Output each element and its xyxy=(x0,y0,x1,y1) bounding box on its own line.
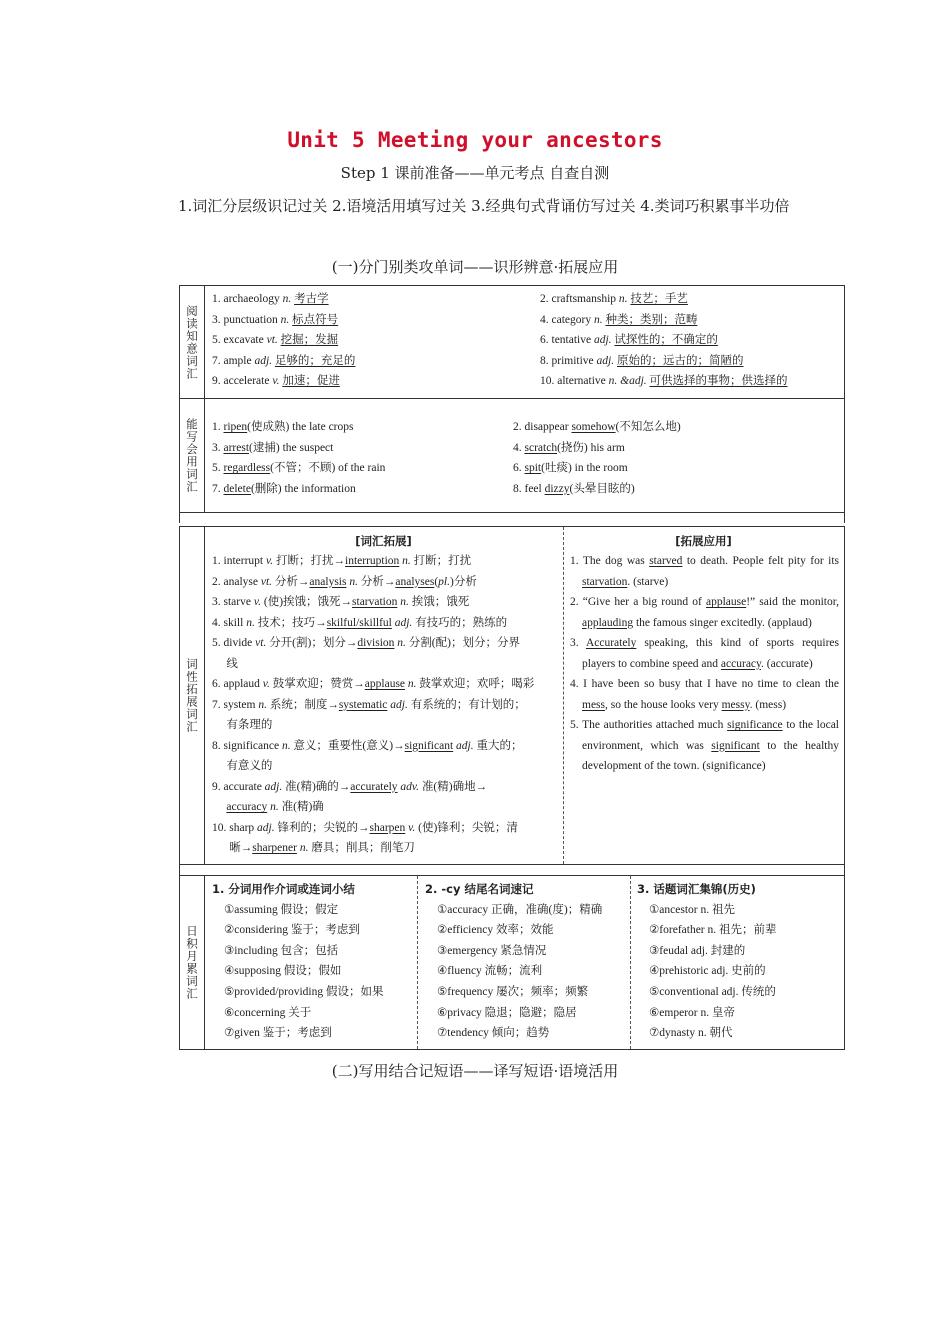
application-sentence xyxy=(570,551,839,592)
answer-word: messy xyxy=(721,698,750,711)
answer-word: accuracy xyxy=(226,801,268,813)
text-segment: 有条理的 xyxy=(212,719,273,731)
reading-word-item xyxy=(212,372,340,388)
answer-meaning: 加速；促进 xyxy=(282,375,340,387)
answer-meaning: 可供选择的事物；供选择的 xyxy=(649,375,788,387)
daily-word-item: ⑦tendency 倾向；趋势 xyxy=(437,1027,550,1040)
text-segment: 晰→ xyxy=(212,842,253,854)
daily-word-item: ⑥emperor n. 皇帝 xyxy=(649,1006,735,1019)
answer-word: applause xyxy=(705,596,747,608)
section-two-heading: (二)写用结合记短语——译写短语·语境活用 xyxy=(331,1062,619,1080)
writing-word-item xyxy=(212,480,356,496)
daily-col2-heading: 2. -cy 结尾名词速记 xyxy=(425,882,534,896)
answer-word: significant xyxy=(711,739,760,752)
daily-col2-items xyxy=(425,900,628,1044)
daily-col1-items xyxy=(212,900,415,1044)
reading-word-item xyxy=(540,311,697,327)
daily-word-item: ①accuracy 正确，准确(度)；精确 xyxy=(437,903,603,916)
extension-line xyxy=(212,696,526,712)
daily-word-item: ②efficiency 效率；效能 xyxy=(437,924,554,937)
daily-word-item: ⑤provided/providing 假设；如果 xyxy=(224,985,384,998)
text-segment: 挨饿；饿死 xyxy=(408,596,470,608)
text-segment: 鼓掌欢迎；赞赏→ xyxy=(269,678,365,690)
part-of-speech: v. xyxy=(272,375,280,387)
daily-word-item: ③including 包含；包括 xyxy=(224,944,339,957)
word: 10. alternative xyxy=(540,375,609,387)
answer-word: somehow xyxy=(571,421,616,433)
box-gap-2 xyxy=(179,865,845,875)
part-of-speech: vt. xyxy=(266,334,278,346)
text-segment: 重大的； xyxy=(473,739,523,752)
text-segment: , so the house looks very xyxy=(605,698,722,711)
text-segment: the famous singer excitedly. (applaud) xyxy=(633,616,812,629)
suffix: (不知怎么地) xyxy=(615,421,681,433)
daily-column-participles xyxy=(212,879,415,1044)
answer-meaning: 考古学 xyxy=(294,293,329,305)
daily-word-item: ④fluency 流畅；流利 xyxy=(437,965,543,978)
answer-meaning: 挖掘；发掘 xyxy=(280,334,339,346)
part-of-speech: n. xyxy=(246,616,255,629)
daily-word-item: ③emergency 紧急情况 xyxy=(437,944,547,957)
text-segment: 磨具；削具；削笔刀 xyxy=(308,842,415,854)
text-segment xyxy=(212,801,226,813)
word: 3. punctuation xyxy=(212,313,281,326)
suffix: (挠伤) his arm xyxy=(557,441,625,454)
answer-word: starvation xyxy=(582,575,628,588)
reading-words-box xyxy=(179,285,845,399)
reading-word-item xyxy=(540,372,788,388)
text-segment: speaking, this kind of sports requires players to combine speed and xyxy=(582,637,839,670)
text-segment: 打断；打扰 xyxy=(410,555,472,567)
reading-word-item xyxy=(212,352,355,368)
text-segment: 意义；重要性(意义)→ xyxy=(290,739,405,752)
text-segment: to death. People felt pity for its xyxy=(682,555,839,567)
text-segment: 1. interrupt xyxy=(212,555,266,567)
reading-word-item xyxy=(540,331,718,347)
extension-line xyxy=(212,552,471,568)
section-one-heading: (一)分门别类攻单词——识形辨意·拓展应用 xyxy=(331,258,619,276)
extension-line xyxy=(212,573,477,589)
writing-word-item xyxy=(513,418,681,434)
application-sentence xyxy=(570,633,839,674)
text-segment: )分析 xyxy=(450,575,477,588)
extension-line xyxy=(212,778,487,794)
extension-line xyxy=(212,757,272,773)
daily-divider-1 xyxy=(417,876,418,1049)
part-of-speech: n. xyxy=(349,575,358,588)
extension-side-label: 词性拓展词汇 xyxy=(180,527,205,864)
word: 1. archaeology xyxy=(212,293,283,305)
writing-word-item xyxy=(212,439,333,455)
word: 9. accelerate xyxy=(212,375,273,387)
text-segment: to the local environment, which was xyxy=(582,719,840,752)
text-segment: 10. sharp xyxy=(212,821,258,834)
extension-line xyxy=(212,614,507,630)
text-segment: 4. skill xyxy=(212,616,247,629)
answer-word: starvation xyxy=(352,596,398,608)
answer-word: delete xyxy=(223,482,251,495)
word: 5. excavate xyxy=(212,334,267,346)
daily-word-item: ⑥concerning 关于 xyxy=(224,1006,312,1019)
extension-line xyxy=(212,819,518,835)
text-segment: 打断；打扰→ xyxy=(273,555,345,567)
text-segment: 系统；制度→ xyxy=(266,698,339,711)
word: 4. category xyxy=(540,313,594,326)
answer-word: analysis xyxy=(309,575,347,588)
writing-side-label: 能写会用词汇 xyxy=(180,399,205,512)
extension-line xyxy=(212,798,324,814)
daily-column-history xyxy=(637,879,842,1044)
unit-title: Unit 5 Meeting your ancestors xyxy=(287,128,663,152)
extension-line xyxy=(212,634,520,650)
part-of-speech: pl. xyxy=(438,575,450,588)
daily-words-box xyxy=(179,875,845,1050)
part-of-speech: vt. xyxy=(255,637,267,649)
prefix: 7. xyxy=(212,482,224,495)
step-heading: Step 1 课前准备——单元考点 自查自测 xyxy=(340,164,610,182)
text-segment: 7. system xyxy=(212,698,259,711)
text-segment: ( xyxy=(434,575,439,588)
prefix: 2. disappear xyxy=(513,421,572,433)
word: 8. primitive xyxy=(540,354,597,367)
answer-word: systematic xyxy=(338,698,388,711)
answer-meaning: 原始的；远古的；简陋的 xyxy=(617,354,744,367)
part-of-speech: n. xyxy=(280,313,290,326)
part-of-speech: v. xyxy=(265,555,274,567)
writing-word-item xyxy=(513,480,635,496)
text-segment: . (accurate) xyxy=(761,657,813,670)
daily-word-item: ②forefather n. 祖先；前辈 xyxy=(649,924,777,937)
application-sentence xyxy=(570,592,839,633)
text-segment: 3. xyxy=(570,637,586,649)
text-segment: 1. The dog was xyxy=(570,555,650,567)
part-of-speech: n. xyxy=(400,596,409,608)
part-of-speech: n. xyxy=(593,313,603,326)
text-segment: to the healthy development of the town. (significance) xyxy=(582,739,839,772)
part-of-speech: adj. xyxy=(593,334,612,346)
text-segment: 有技巧的；熟练的 xyxy=(412,616,508,629)
daily-word-item: ③feudal adj. 封建的 xyxy=(649,944,746,957)
answer-word: significant xyxy=(404,739,454,752)
suffix: (使成熟) the late crops xyxy=(247,421,354,433)
suffix: (不管；不顾) of the rain xyxy=(270,462,386,474)
answer-word: regardless xyxy=(223,462,271,474)
box-gap xyxy=(179,513,845,523)
text-segment: 鼓掌欢迎；欢呼；喝彩 xyxy=(416,678,535,690)
daily-divider-2 xyxy=(630,876,631,1049)
part-of-speech: n. &adj. xyxy=(608,375,647,387)
reading-word-item xyxy=(212,331,338,347)
reading-word-item xyxy=(540,290,688,306)
text-segment: 线 xyxy=(212,657,238,670)
answer-word: applause xyxy=(364,678,406,690)
answer-meaning: 种类；类别；范畴 xyxy=(605,313,698,326)
prefix: 8. feel xyxy=(513,482,545,495)
part-of-speech: v. xyxy=(253,596,261,608)
part-of-speech: n. xyxy=(618,293,628,305)
part-of-speech: adj. xyxy=(264,780,283,793)
part-of-speech: v. xyxy=(408,821,416,834)
prefix: 3. xyxy=(212,441,224,454)
part-of-speech: adj. xyxy=(390,698,408,711)
writing-word-item xyxy=(513,439,625,455)
text-segment: 分割(配)；划分；分界 xyxy=(405,637,520,649)
part-of-speech: n. xyxy=(402,555,411,567)
word: 2. craftsmanship xyxy=(540,293,619,305)
part-of-speech: adj. xyxy=(394,616,413,629)
extension-divider xyxy=(563,527,564,864)
writing-word-item xyxy=(513,459,628,475)
part-of-speech: v. xyxy=(262,678,270,690)
text-segment: 准(精)确 xyxy=(278,801,324,813)
writing-words-box xyxy=(179,398,845,513)
daily-word-item: ④supposing 假设；假如 xyxy=(224,965,342,978)
suffix: (删除) the information xyxy=(250,482,356,495)
daily-col3-heading: 3. 话题词汇集锦(历史) xyxy=(637,882,756,896)
answer-word: sharpener xyxy=(252,842,297,854)
suffix: (逮捕) the suspect xyxy=(249,441,334,454)
extension-line xyxy=(212,593,469,609)
daily-word-item: ⑦dynasty n. 朝代 xyxy=(649,1027,733,1040)
text-segment: 分析→ xyxy=(357,575,396,588)
daily-word-item: ⑤conventional adj. 传统的 xyxy=(649,985,776,998)
part-of-speech: vt. xyxy=(260,575,273,588)
answer-word: analyses xyxy=(395,575,435,588)
answer-word: accurately xyxy=(350,780,398,793)
daily-word-item: ⑦given 鉴于；考虑到 xyxy=(224,1027,332,1040)
part-of-speech: n. xyxy=(270,801,279,813)
part-of-speech: n. xyxy=(282,293,292,305)
daily-side-label: 日积月累词汇 xyxy=(180,876,205,1049)
answer-word: dizzy xyxy=(544,482,570,495)
writing-word-item xyxy=(212,459,385,475)
extension-box xyxy=(179,526,845,865)
extension-line xyxy=(212,737,522,753)
extension-application-list xyxy=(570,551,839,777)
answer-word: ripen xyxy=(223,421,248,433)
answer-word: scratch xyxy=(524,441,558,454)
text-segment: 有系统的；有计划的； xyxy=(407,698,526,711)
reading-word-item xyxy=(212,311,338,327)
answer-word: spit xyxy=(524,462,542,474)
text-segment: 8. significance xyxy=(212,739,282,752)
extension-left-heading: [词汇拓展] xyxy=(355,534,412,548)
answer-word: accuracy xyxy=(720,657,762,670)
answer-word: interruption xyxy=(345,555,400,567)
answer-word: applauding xyxy=(582,616,634,629)
text-segment: 5. The authorities attached much xyxy=(570,719,728,731)
word: 6. tentative xyxy=(540,334,594,346)
suffix: (吐痰) in the room xyxy=(541,462,628,474)
application-sentence xyxy=(570,674,839,715)
suffix: (头晕目眩的) xyxy=(569,482,635,495)
text-segment: . (mess) xyxy=(749,698,787,711)
answer-meaning: 足够的；充足的 xyxy=(274,354,356,367)
text-segment: 3. starve xyxy=(212,596,254,608)
answer-meaning: 试探性的；不确定的 xyxy=(614,334,718,346)
part-of-speech: n. xyxy=(258,698,267,711)
text-segment: 4. I have been so busy that I have no time to clean the xyxy=(570,678,839,690)
answer-word: sharpen xyxy=(369,821,406,834)
text-segment: 技术；技巧→ xyxy=(254,616,327,629)
text-segment: . (starve) xyxy=(627,575,669,588)
daily-col1-heading: 1. 分词用作介词或连词小结 xyxy=(212,882,355,896)
text-segment: (使)锋利；尖锐；清 xyxy=(415,821,518,834)
part-of-speech: adj. xyxy=(254,354,273,367)
text-segment: !” said the monitor, xyxy=(746,596,839,608)
part-of-speech: n. xyxy=(281,739,291,752)
extension-line xyxy=(212,839,415,855)
answer-word: starved xyxy=(649,555,683,567)
part-of-speech: n. xyxy=(299,842,309,854)
part-of-speech: adj. xyxy=(257,821,275,834)
prefix: 1. xyxy=(212,421,224,433)
text-segment: 分析→ xyxy=(272,575,310,588)
reading-word-item xyxy=(212,290,329,306)
part-of-speech: adv. xyxy=(400,780,420,793)
text-segment: 9. accurate xyxy=(212,780,265,793)
answer-word: division xyxy=(357,637,395,649)
reading-side-label: 阅读知意词汇 xyxy=(180,286,205,398)
extension-line xyxy=(212,675,534,691)
answer-word: Accurately xyxy=(585,637,637,649)
extension-right-heading: [拓展应用] xyxy=(675,534,732,548)
prefix: 4. xyxy=(513,441,525,454)
part-of-speech: n. xyxy=(397,637,406,649)
part-of-speech: adj. xyxy=(596,354,615,367)
text-segment: 2. analyse xyxy=(212,575,261,588)
daily-column-cy-nouns xyxy=(425,879,628,1044)
prefix: 5. xyxy=(212,462,224,474)
daily-word-item: ④prehistoric adj. 史前的 xyxy=(649,965,766,978)
answer-word: arrest xyxy=(223,441,250,454)
application-sentence xyxy=(570,715,839,777)
word: 7. ample xyxy=(212,354,255,367)
intro-text: 1.词汇分层级识记过关 2.语境活用填写过关 3.经典句式背诵仿写过关 4.类词巧积累事半功倍 xyxy=(178,197,790,215)
writing-word-item xyxy=(212,418,353,434)
text-segment: (使)挨饿；饿死→ xyxy=(260,596,353,608)
answer-word: significance xyxy=(727,719,783,731)
text-segment: 有意义的 xyxy=(212,760,273,772)
reading-word-item xyxy=(540,352,744,368)
text-segment: 2. “Give her a big round of xyxy=(570,596,706,608)
text-segment: 分开(割)；划分→ xyxy=(266,637,358,649)
answer-word: mess xyxy=(582,698,605,711)
extension-line xyxy=(212,716,272,732)
prefix: 6. xyxy=(513,462,525,474)
text-segment: 准(精)确地→ xyxy=(419,780,488,793)
extension-line xyxy=(212,655,238,671)
text-segment: 6. applaud xyxy=(212,678,263,690)
text-segment: 锋利的；尖锐的→ xyxy=(274,821,370,834)
daily-word-item: ①assuming 假设；假定 xyxy=(224,903,339,916)
answer-meaning: 技艺；手艺 xyxy=(630,293,688,305)
answer-meaning: 标点符号 xyxy=(292,313,339,326)
part-of-speech: adj. xyxy=(456,739,474,752)
answer-word: skilful/skillful xyxy=(326,616,392,629)
daily-word-item: ⑥privacy 隐退；隐避；隐居 xyxy=(437,1006,577,1019)
daily-word-item: ②considering 鉴于；考虑到 xyxy=(224,924,360,937)
text-segment: 准(精)确的→ xyxy=(282,780,351,793)
daily-word-item: ①ancestor n. 祖先 xyxy=(649,903,735,916)
part-of-speech: n. xyxy=(407,678,417,690)
daily-word-item: ⑤frequency 屡次；频率；频繁 xyxy=(437,985,589,998)
daily-col3-items xyxy=(637,900,842,1044)
text-segment: 5. divide xyxy=(212,637,256,649)
